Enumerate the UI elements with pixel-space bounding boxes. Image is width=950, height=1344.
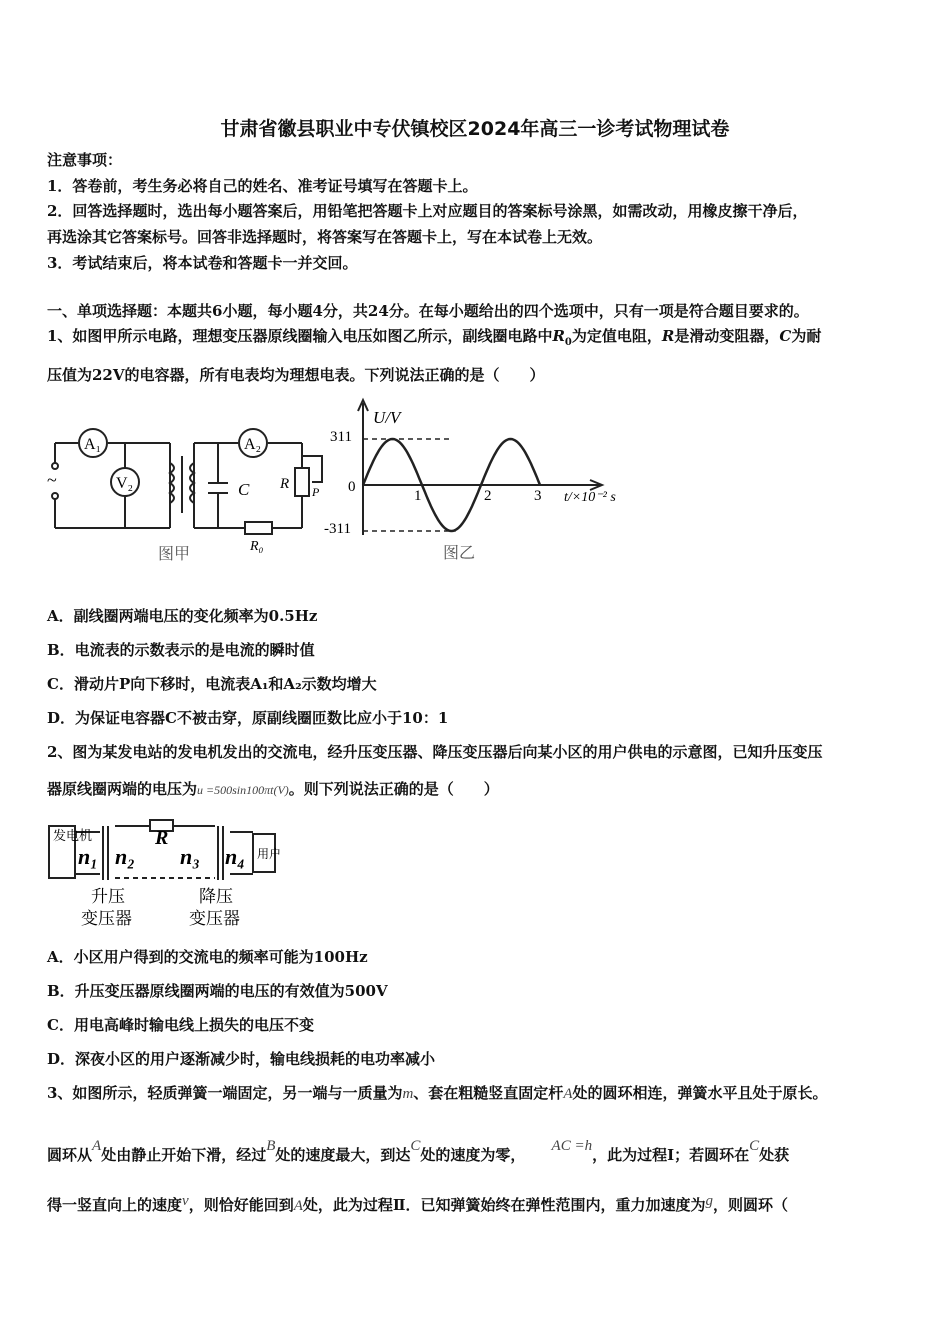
page-title: 甘肃省徽县职业中专伏镇校区2024年高三一诊考试物理试卷 (220, 118, 730, 140)
ac-source-icon: ~ (47, 470, 57, 490)
q2-option-d: D．深夜小区的用户逐渐减少时，输电线损耗的电功率减小 (47, 1050, 436, 1068)
x-tick-1: 1 (414, 488, 422, 504)
step-down-label-1: 降压 (199, 887, 233, 906)
q1-stem-line1: 1、如图甲所示电路，理想变压器原线圈输入电压如图乙所示，副线圈电路中$R_0$为定值电阻，R是滑动变阻器，C为耐 (47, 327, 822, 348)
resistor-r0-label: R₀ (250, 539, 264, 554)
q1-option-c: C．滑动片P向下移时，电流表A₁和A₂示数均增大 (47, 675, 377, 693)
capacitor-label: C (238, 480, 250, 499)
q2-voltage-formula: u =500sin100πt(V) (197, 783, 289, 797)
x-tick-3: 3 (534, 488, 542, 504)
q2-stem-line2: 器原线圈两端的电压为u =500sin100πt(V)。则下列说法正确的是（ ） (47, 780, 499, 798)
notice-item-2: 2．回答选择题时，选出每小题答案后，用铅笔把答题卡上对应题目的答案标号涂黑，如需改动，用橡皮擦干净后， (47, 202, 808, 220)
y-max-tick: 311 (330, 429, 352, 445)
step-up-label-2: 变压器 (81, 909, 132, 928)
x-axis-label: t/×10⁻² s (564, 490, 616, 505)
x-tick-2: 2 (484, 488, 492, 504)
slider-p-label: P (312, 485, 320, 499)
q2-option-a: A．小区用户得到的交流电的频率可能为100Hz (47, 948, 368, 966)
q3-stem-line1: 3、如图所示，轻质弹簧一端固定，另一端与一质量为m、套在粗糙竖直固定杆A处的圆环相连，弹簧水平且处于原长。 (47, 1084, 828, 1102)
q2-option-b: B．升压变压器原线圈两端的电压的有效值为500V (47, 982, 388, 1000)
rheostat-label: R (280, 476, 290, 492)
y-min-tick: -311 (324, 521, 351, 537)
step-down-label-2: 变压器 (189, 909, 240, 928)
n1-label: n₁ (78, 844, 98, 869)
notice-heading: 注意事项： (47, 151, 123, 169)
q1-circuit-figure (40, 418, 330, 568)
n4-label: n₄ (225, 844, 245, 869)
q2-option-c: C．用电高峰时输电线上损失的电压不变 (47, 1016, 314, 1034)
figure-b-caption: 图乙 (443, 545, 476, 562)
q2-transmission-figure (45, 812, 285, 934)
n3-label: n₃ (180, 844, 200, 869)
figure-a-caption: 图甲 (158, 546, 191, 563)
step-up-label-1: 升压 (91, 887, 125, 906)
q1-stem-line2: 压值为22V的电容器，所有电表均为理想电表。下列说法正确的是（ ） (47, 366, 545, 384)
voltmeter-v2-label: V₂ (116, 475, 134, 492)
ammeter-a1-label: A₁ (84, 436, 102, 453)
notice-item-1: 1．答卷前，考生务必将自己的姓名、准考证号填写在答题卡上。 (47, 177, 478, 195)
y-axis-label: U/V (373, 408, 401, 427)
ammeter-a2-label: A₂ (244, 436, 262, 453)
n2-label: n₂ (115, 844, 135, 869)
section-heading: 一、单项选择题：本题共6小题，每小题4分，共24分。在每小题给出的四个选项中，只有一项是符合题目要求的。 (47, 302, 809, 320)
q1-option-b: B．电流表的示数表示的是电流的瞬时值 (47, 641, 315, 659)
line-resistor-label: R (155, 827, 169, 849)
user-label: 用户 (257, 847, 282, 861)
generator-label: 发电机 (53, 828, 93, 843)
origin-label: 0 (348, 479, 356, 495)
q1-voltage-graph (318, 395, 638, 570)
q2-stem-line1: 2、图为某发电站的发电机发出的交流电，经升压变压器、降压变压器后向某小区的用户供电的示意图，已知升压变压 (47, 743, 823, 761)
notice-item-2-cont: 再选涂其它答案标号。回答非选择题时，将答案写在答题卡上，写在本试卷上无效。 (47, 228, 603, 246)
q3-stem-line3: 得一竖直向上的速度v，则恰好能回到A处，此为过程Ⅱ．已知弹簧始终在弹性范围内，重力加速度为g，则圆环（ (47, 1193, 789, 1214)
notice-item-3: 3．考试结束后，将本试卷和答题卡一并交回。 (47, 254, 358, 272)
q3-stem-line2: 圆环从A处由静止开始下滑，经过B处的速度最大，到达C处的速度为零， AC =h，此为过程Ⅰ；若圆环在C处获 (47, 1138, 790, 1164)
q1-option-a: A．副线圈两端电压的变化频率为0.5Hz (47, 607, 318, 625)
q1-option-d: D．为保证电容器C不被击穿，原副线圈匝数比应小于10：1 (47, 709, 449, 727)
